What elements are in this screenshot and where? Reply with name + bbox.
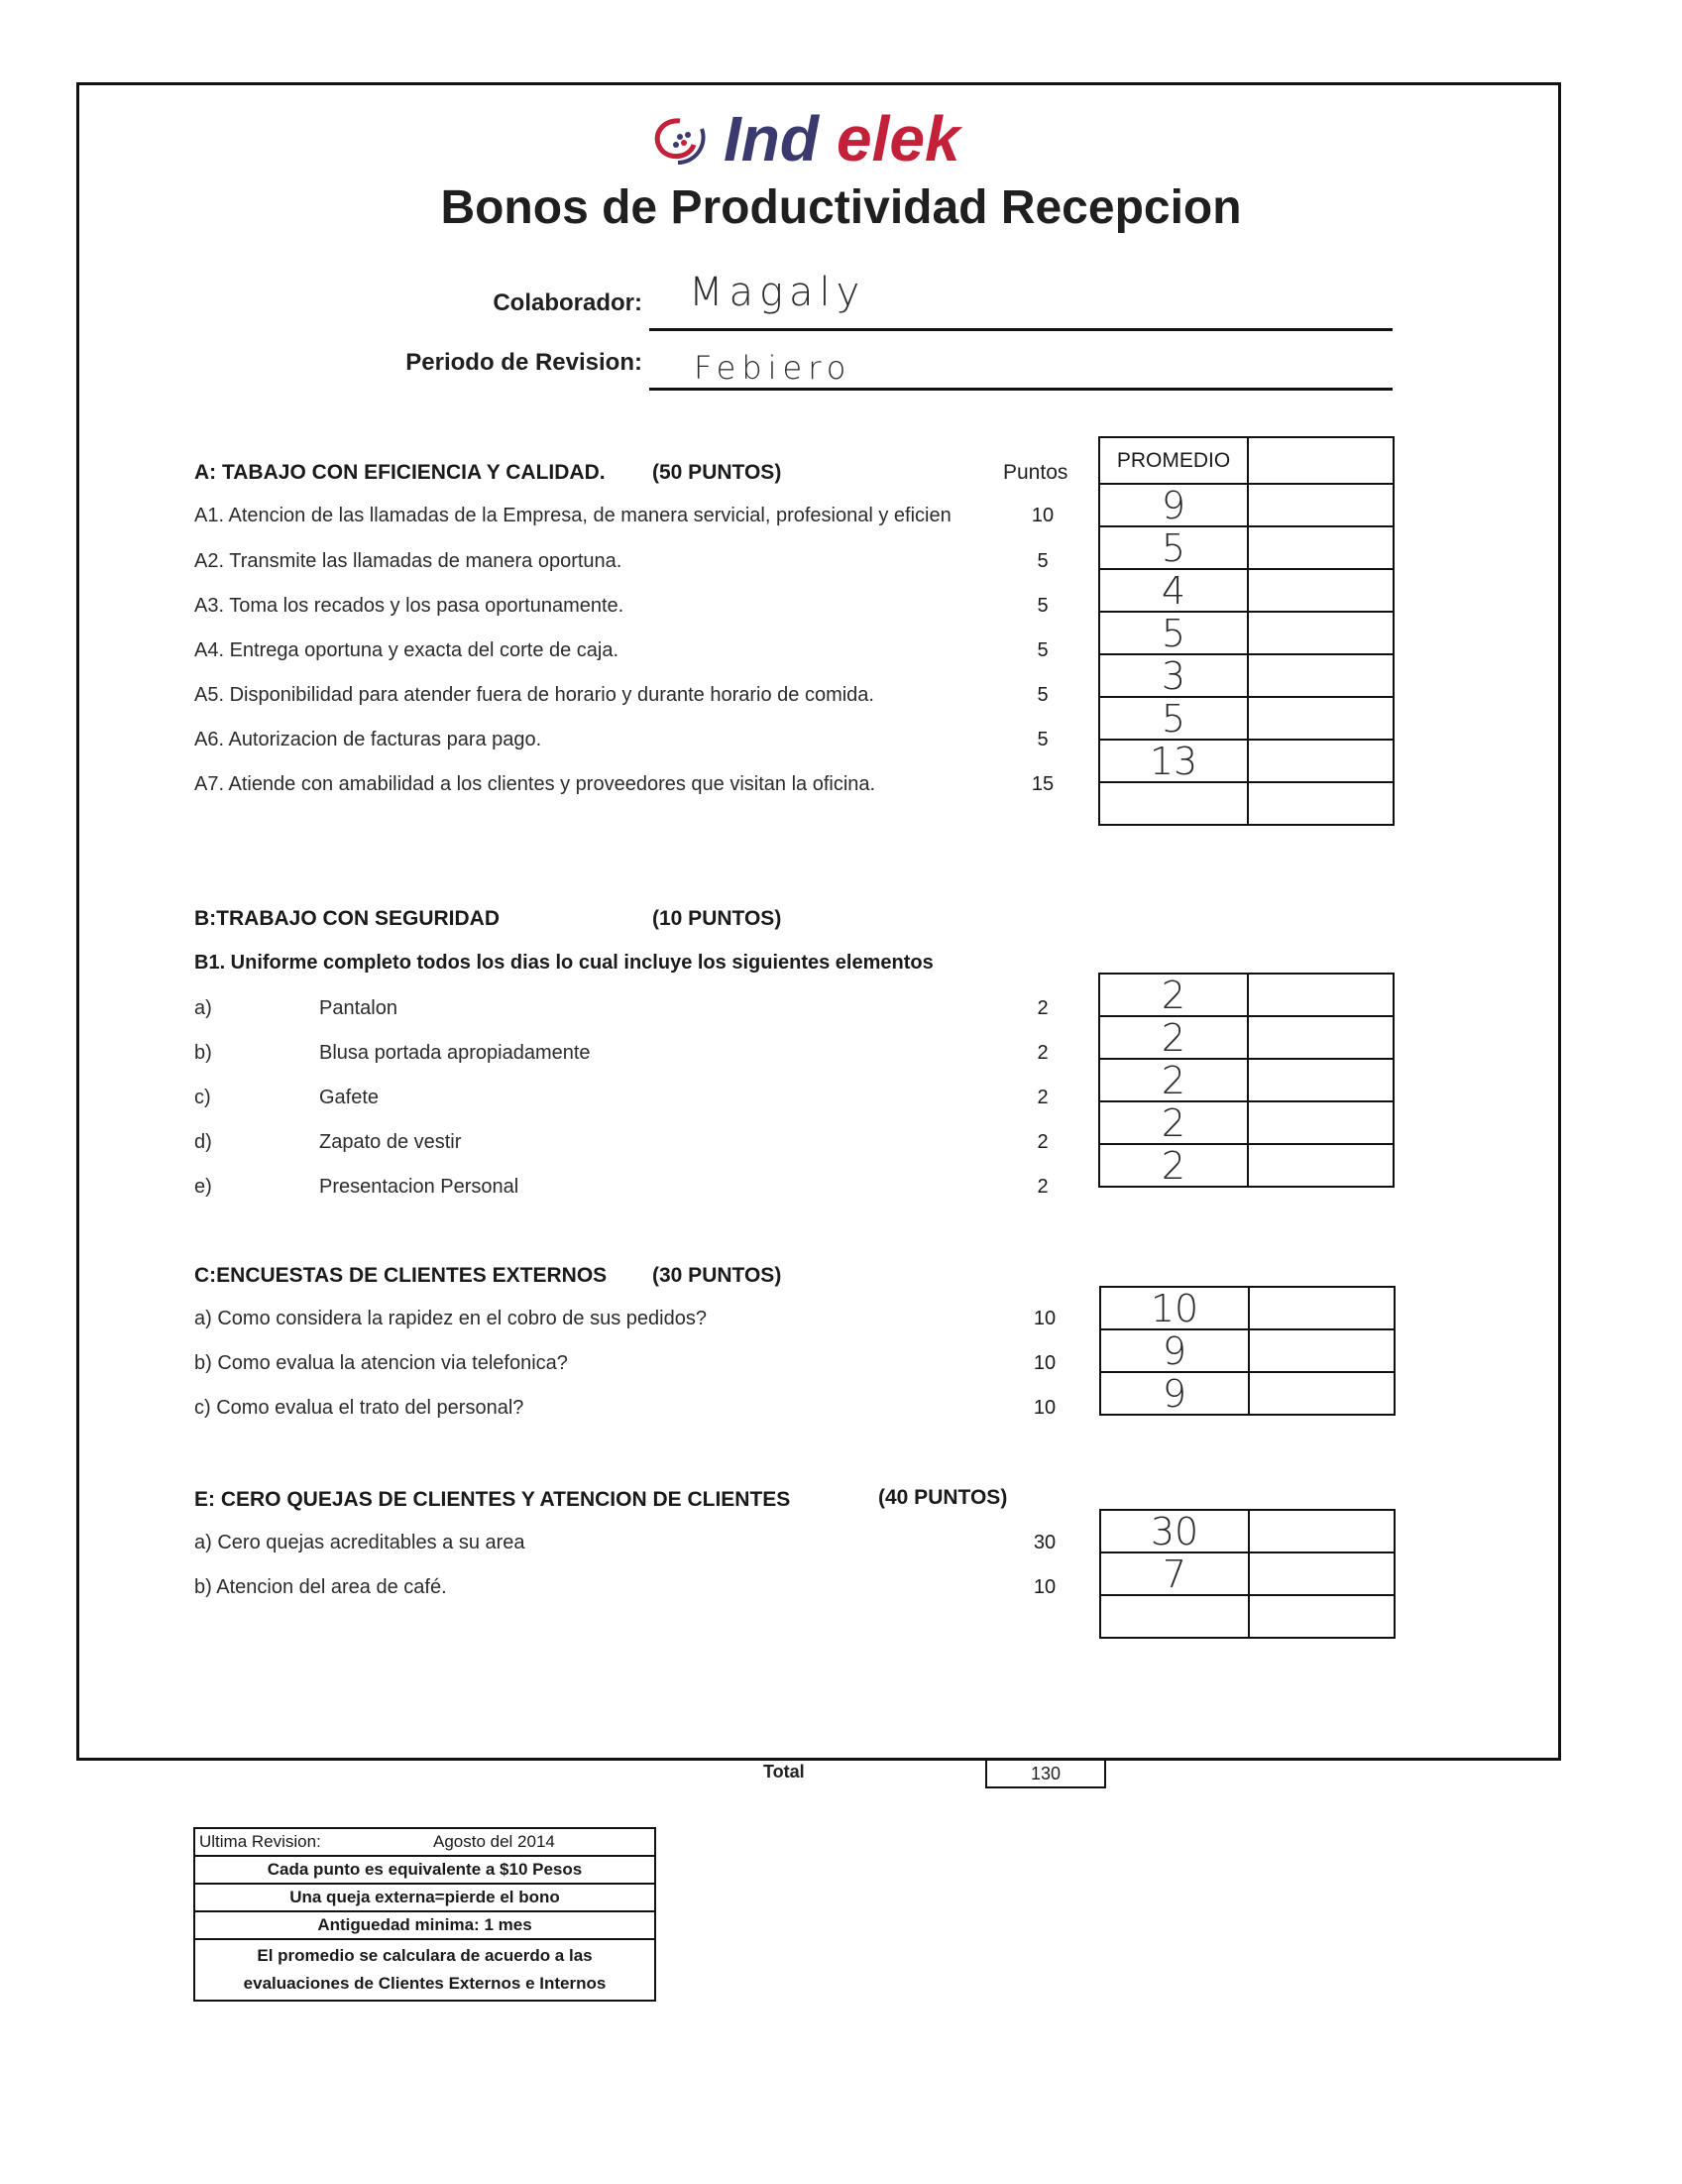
list-item: Gafete [319, 1087, 380, 1108]
list-item: b) Atencion del area de café. [194, 1576, 447, 1598]
score-cell[interactable]: 13 [1099, 740, 1248, 782]
list-item: c) Como evalua el trato del personal? [194, 1397, 524, 1419]
section-b-subtitle: B1. Uniforme completo todos los dias lo cual incluye los siguientes elementos [194, 952, 934, 974]
section-c-points: (30 PUNTOS) [652, 1264, 782, 1287]
info-line: Cada punto es equivalente a $10 Pesos [195, 1857, 654, 1885]
item-letter: e) [194, 1176, 212, 1198]
page-title: Bonos de Productividad Recepcion [440, 181, 1242, 234]
section-b-points: (10 PUNTOS) [652, 907, 782, 930]
score-grid-b [1098, 973, 1395, 1188]
section-e-title: E: CERO QUEJAS DE CLIENTES Y ATENCION DE CLIENTES [194, 1488, 791, 1511]
item-letter: d) [194, 1131, 212, 1153]
score-cell[interactable]: 5 [1099, 697, 1248, 740]
score-cell[interactable]: 3 [1099, 654, 1248, 697]
points-value: 10 [1031, 505, 1055, 526]
total-value: 130 [985, 1761, 1106, 1788]
revision-row [195, 1829, 654, 1857]
list-item: Blusa portada apropiadamente [319, 1042, 591, 1064]
score-grid-c [1099, 1286, 1396, 1416]
points-value: 10 [1033, 1397, 1057, 1419]
points-value: 2 [1037, 1131, 1049, 1153]
list-item: A7. Atiende con amabilidad a los clientes y proveedores que visitan la oficina. [194, 773, 876, 795]
period-line [649, 388, 1393, 391]
points-value: 5 [1037, 639, 1049, 661]
svg-text:elek: elek [837, 103, 960, 174]
list-item: Zapato de vestir [319, 1131, 462, 1153]
list-item: A1. Atencion de las llamadas de la Empresa, de manera servicial, profesional y eficien [194, 505, 952, 526]
points-value: 5 [1037, 595, 1049, 617]
info-line: Una queja externa=pierde el bono [195, 1885, 654, 1912]
swirl-icon [657, 121, 703, 163]
revision-label: Ultima Revision: [199, 1832, 321, 1851]
score-cell[interactable]: 2 [1099, 1144, 1248, 1187]
puntos-header: Puntos [1003, 461, 1068, 484]
points-value: 10 [1033, 1352, 1057, 1374]
score-cell[interactable]: 2 [1099, 974, 1248, 1016]
indelek-logo [642, 99, 1039, 178]
score-cell[interactable]: 9 [1100, 1372, 1249, 1415]
points-value: 10 [1033, 1308, 1057, 1329]
total-label: Total [763, 1762, 805, 1782]
info-box [193, 1827, 656, 2002]
section-e-points: (40 PUNTOS) [878, 1486, 1008, 1509]
score-grid-e [1099, 1509, 1396, 1639]
info-line-multi: El promedio se calculara de acuerdo a las evaluaciones de Clientes Externos e Internos [243, 1946, 607, 1993]
list-item: A3. Toma los recados y los pasa oportunamente. [194, 595, 624, 617]
score-cell[interactable]: 7 [1100, 1552, 1249, 1595]
item-letter: c) [194, 1087, 211, 1108]
score-cell[interactable]: 9 [1100, 1329, 1249, 1372]
points-value: 2 [1037, 997, 1049, 1019]
score-cell[interactable]: 9 [1099, 484, 1248, 526]
list-item: Presentacion Personal [319, 1176, 519, 1198]
score-cell[interactable]: 2 [1099, 1059, 1248, 1101]
section-c-title: C:ENCUESTAS DE CLIENTES EXTERNOS [194, 1264, 608, 1287]
score-cell[interactable]: 2 [1099, 1101, 1248, 1144]
points-value: 5 [1037, 684, 1049, 706]
section-a-points: (50 PUNTOS) [652, 461, 782, 484]
score-cell[interactable]: 5 [1099, 526, 1248, 569]
points-value: 5 [1037, 550, 1049, 572]
list-item: A6. Autorizacion de facturas para pago. [194, 729, 542, 750]
list-item: b) Como evalua la atencion via telefonica? [194, 1352, 568, 1374]
revision-value: Agosto del 2014 [433, 1832, 555, 1851]
collaborator-label: Colaborador: [493, 289, 642, 316]
list-item: A5. Disponibilidad para atender fuera de horario y durante horario de comida. [194, 684, 874, 706]
points-value: 2 [1037, 1042, 1049, 1064]
points-value: 15 [1031, 773, 1055, 795]
collaborator-line [649, 328, 1393, 331]
points-value: 2 [1037, 1087, 1049, 1108]
score-cell[interactable]: 2 [1099, 1016, 1248, 1059]
period-label: Periodo de Revision: [405, 349, 642, 376]
list-item: a) Cero quejas acreditables a su area [194, 1532, 525, 1553]
section-b-title: B:TRABAJO CON SEGURIDAD [194, 907, 501, 930]
item-letter: b) [194, 1042, 212, 1064]
item-letter: a) [194, 997, 212, 1019]
points-value: 5 [1037, 729, 1049, 750]
points-value: 10 [1033, 1576, 1057, 1598]
collaborator-value[interactable]: Magaly [689, 270, 866, 315]
svg-text:Ind: Ind [724, 103, 819, 174]
score-cell[interactable]: 5 [1099, 612, 1248, 654]
list-item: Pantalon [319, 997, 397, 1019]
score-cell[interactable]: 30 [1100, 1510, 1249, 1552]
list-item: a) Como considera la rapidez en el cobro de sus pedidos? [194, 1308, 707, 1329]
score-cell[interactable]: 4 [1099, 569, 1248, 612]
list-item: A4. Entrega oportuna y exacta del corte de caja. [194, 639, 619, 661]
section-a-title: A: TABAJO CON EFICIENCIA Y CALIDAD. [194, 461, 606, 484]
list-item: A2. Transmite las llamadas de manera oportuna. [194, 550, 622, 572]
points-value: 2 [1037, 1176, 1049, 1198]
points-value: 30 [1033, 1532, 1057, 1553]
score-grid-a [1098, 436, 1395, 826]
period-value[interactable]: Febiero [694, 349, 852, 387]
promedio-header: PROMEDIO [1099, 437, 1248, 484]
score-cell[interactable]: 10 [1100, 1287, 1249, 1329]
info-line: Antiguedad minima: 1 mes [195, 1912, 654, 1940]
